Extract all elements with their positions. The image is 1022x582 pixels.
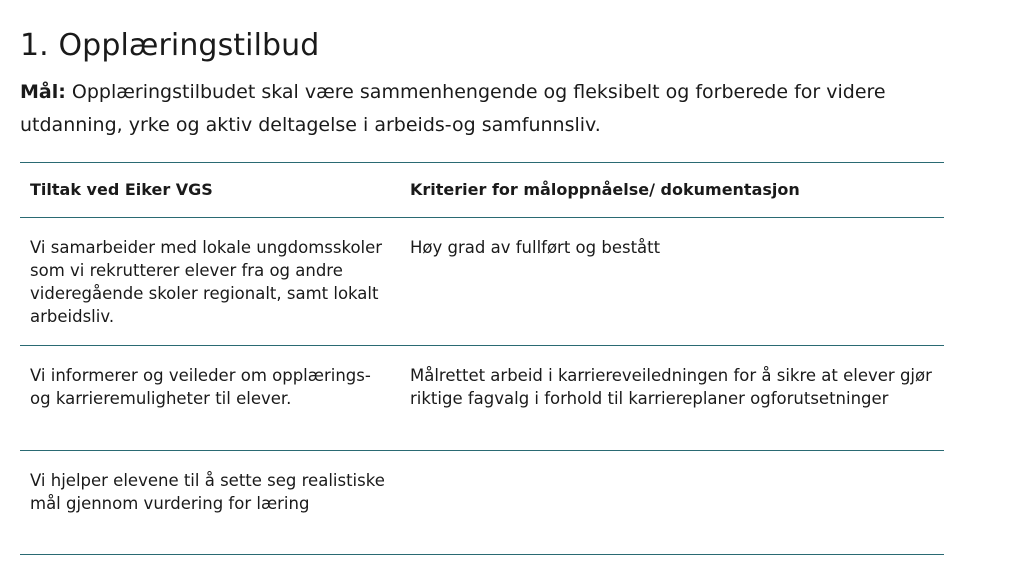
cell-kriterier: Målrettet arbeid i karriereveiledningen for å sikre at elever gjør riktige fagvalg i forhold til karriereplaner ogforutsetninger (400, 346, 944, 451)
cell-tiltak: Vi hjelper elevene til å sette seg realistiske mål gjennom vurdering for læring (20, 451, 400, 555)
cell-tiltak: Vi samarbeider med lokale ungdomsskoler som vi rekrutterer elever fra og andre videregående skoler regionalt, samt lokalt arbeidsliv. (20, 218, 400, 346)
goal-text: Opplæringstilbudet skal være sammenhengende og fleksibelt og forberede for videre utdanning, yrke og aktiv deltagelse i arbeids-og samfunnsliv. (20, 81, 886, 136)
measures-table (20, 162, 944, 555)
table-header-row (20, 163, 944, 218)
cell-tiltak: Vi informerer og veileder om opplærings-og karrieremuligheter til elever. (20, 346, 400, 451)
section-heading: 1. Opplæringstilbud (20, 28, 320, 63)
goal-statement (20, 76, 950, 142)
table-row (20, 218, 944, 346)
document-section (20, 0, 944, 513)
cell-kriterier: Høy grad av fullført og bestått (400, 218, 944, 346)
table-row (20, 451, 944, 555)
goal-label: Mål: (20, 81, 66, 103)
column-header-kriterier: Kriterier for måloppnåelse/ dokumentasjon (400, 163, 944, 218)
table-row (20, 346, 944, 451)
cell-kriterier (400, 451, 944, 555)
column-header-tiltak: Tiltak ved Eiker VGS (20, 163, 400, 218)
